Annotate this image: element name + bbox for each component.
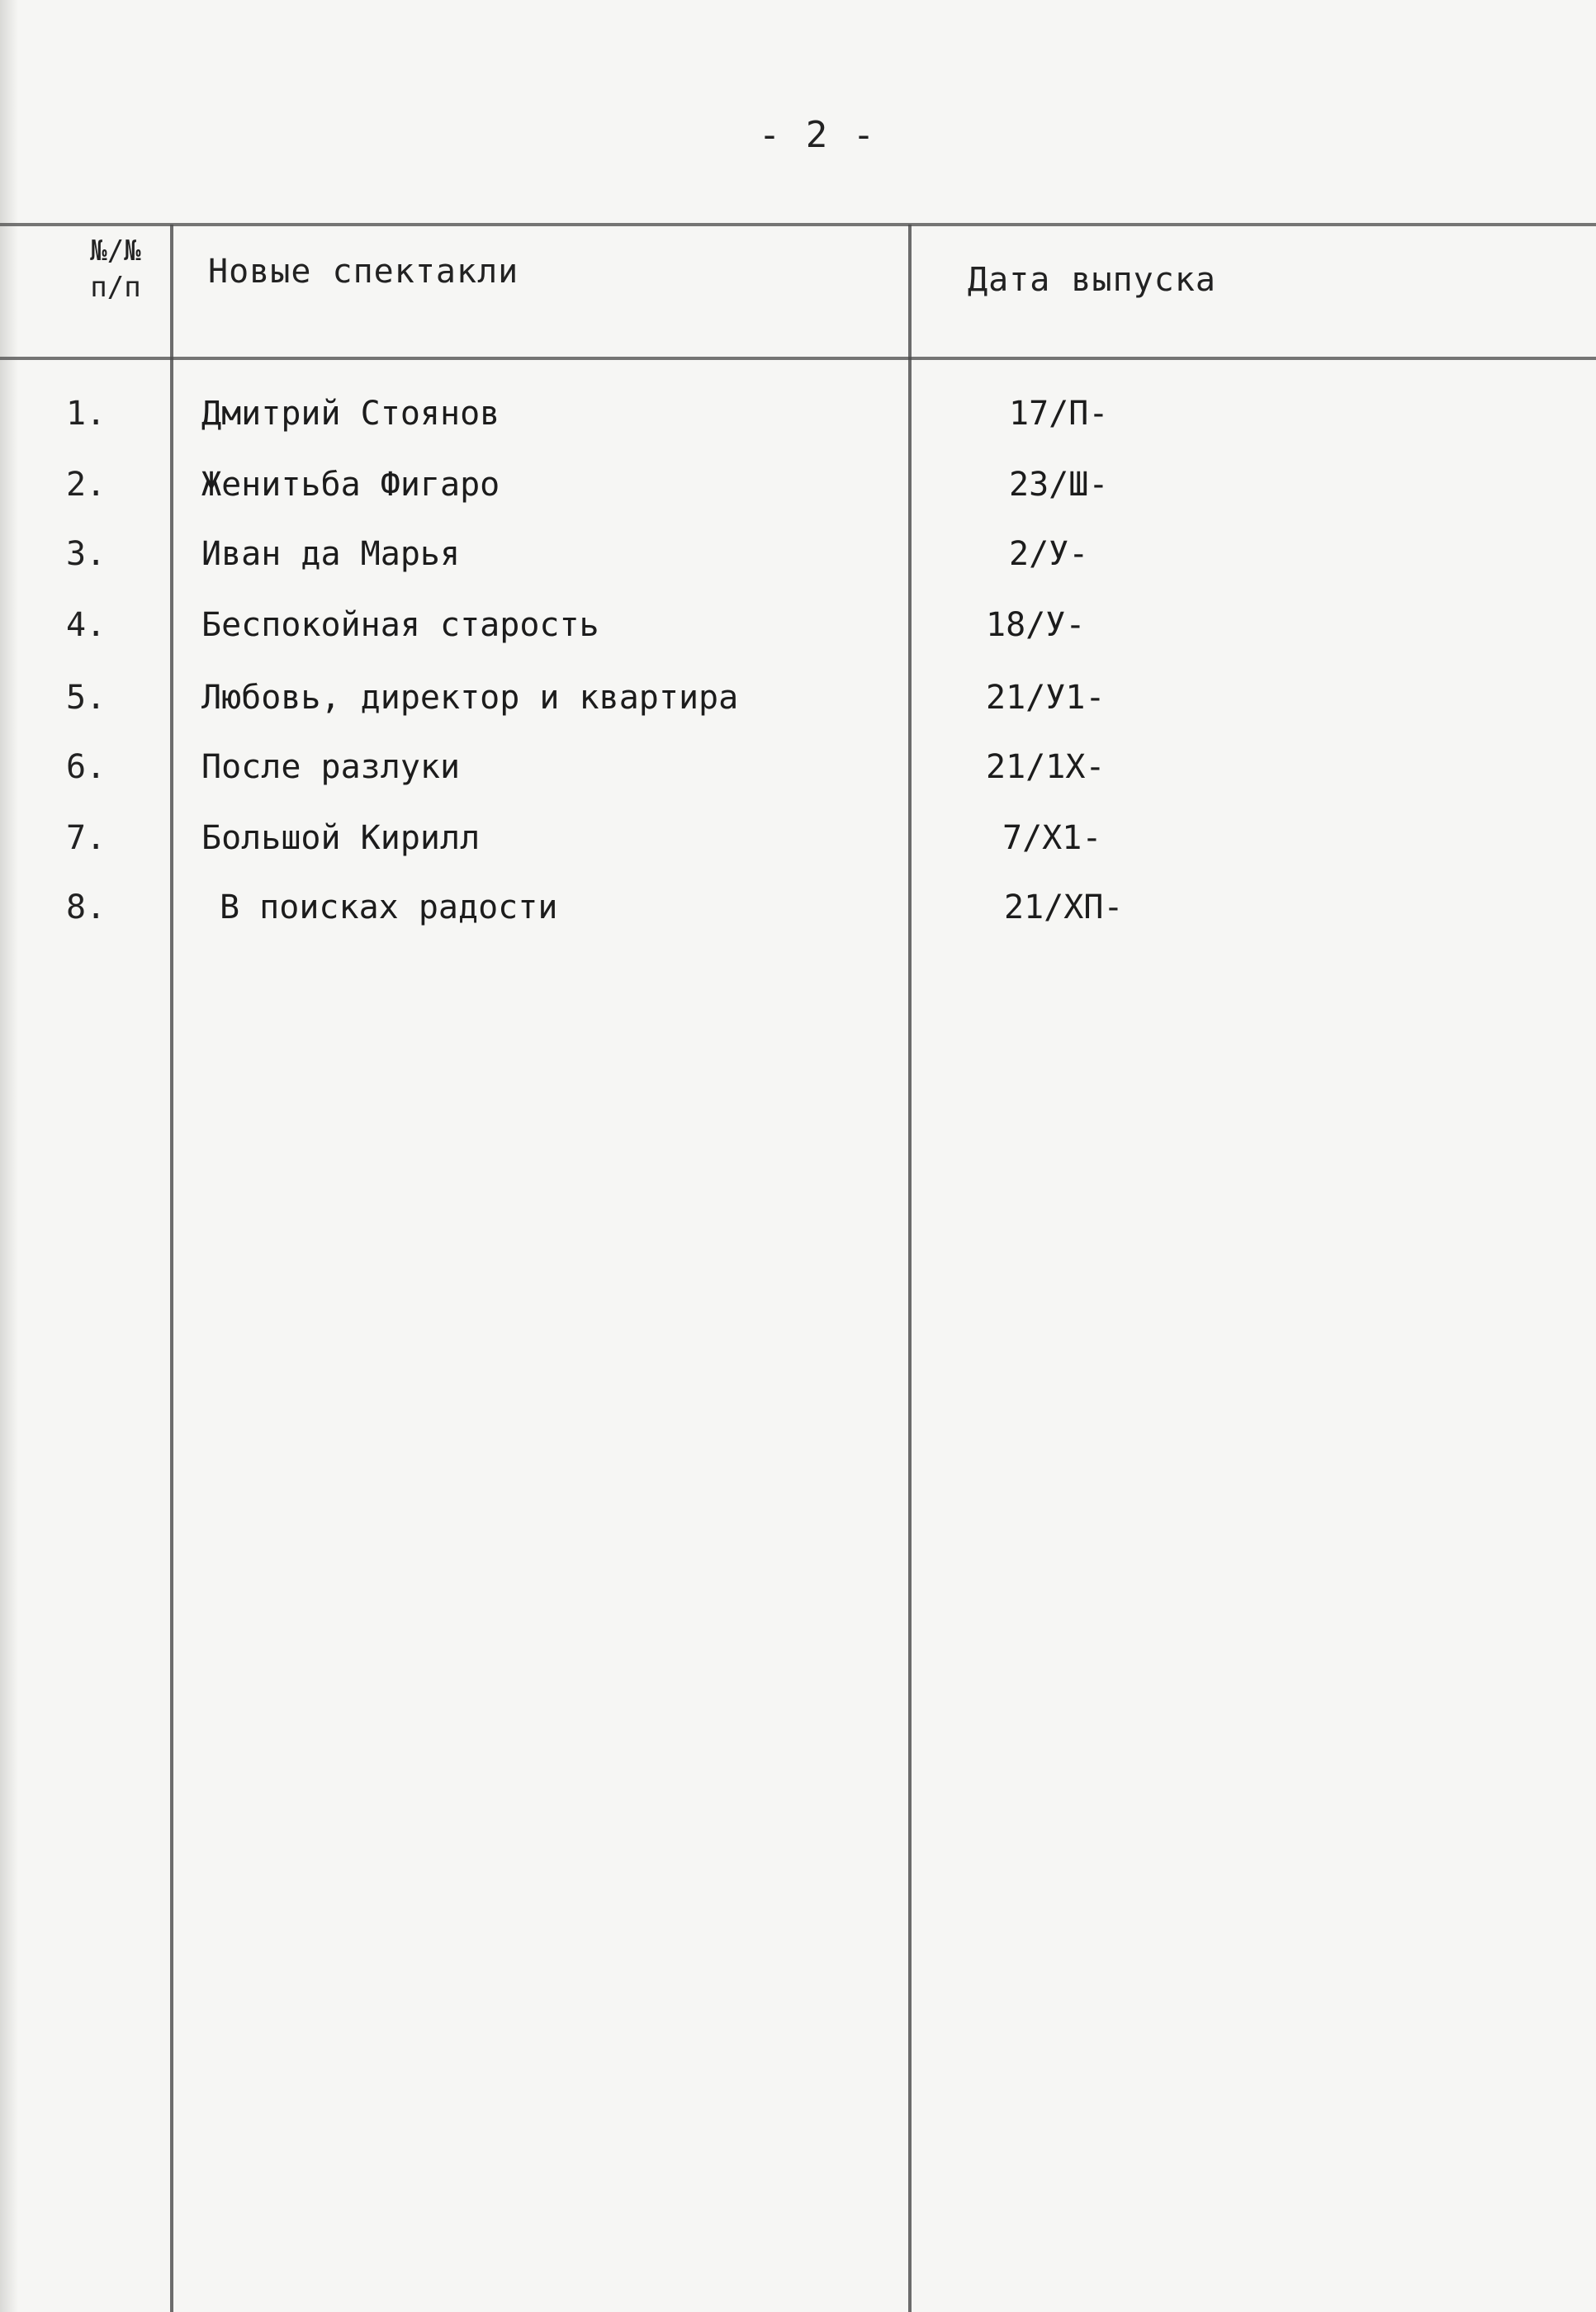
row-date: 17/П- bbox=[1009, 395, 1109, 433]
table-row bbox=[0, 819, 1596, 877]
header-number bbox=[58, 233, 173, 306]
table-row bbox=[0, 679, 1596, 737]
row-title: После разлуки bbox=[201, 748, 461, 786]
row-number: 8. bbox=[66, 888, 107, 926]
row-number: 5. bbox=[66, 679, 107, 717]
row-title: Дмитрий Стоянов bbox=[201, 395, 500, 433]
row-number: 7. bbox=[66, 819, 107, 857]
header-date: Дата выпуска bbox=[968, 261, 1216, 299]
row-number: 6. bbox=[66, 748, 107, 786]
row-title: В поисках радости bbox=[220, 888, 558, 926]
header-number-line2: п/п bbox=[90, 271, 141, 304]
row-title: Беспокойная старость bbox=[201, 606, 599, 644]
table-row bbox=[0, 535, 1596, 593]
table-row bbox=[0, 395, 1596, 452]
row-number: 4. bbox=[66, 606, 107, 644]
table-row bbox=[0, 748, 1596, 806]
table-header-rule bbox=[0, 357, 1596, 360]
table-top-rule bbox=[0, 223, 1596, 226]
row-number: 3. bbox=[66, 535, 107, 573]
row-number: 1. bbox=[66, 395, 107, 433]
header-title: Новые спектакли bbox=[208, 253, 519, 291]
row-date: 23/Ш- bbox=[1009, 466, 1109, 504]
row-date: 7/Х1- bbox=[1002, 819, 1102, 857]
row-title: Большой Кирилл bbox=[201, 819, 481, 857]
table-row bbox=[0, 888, 1596, 946]
row-number: 2. bbox=[66, 466, 107, 504]
row-date: 18/У- bbox=[986, 606, 1086, 644]
table-row bbox=[0, 466, 1596, 524]
row-title: Женитьба Фигаро bbox=[201, 466, 500, 504]
table-row bbox=[0, 606, 1596, 664]
row-title: Любовь, директор и квартира bbox=[201, 679, 739, 717]
row-date: 21/У1- bbox=[986, 679, 1106, 717]
row-date: 2/У- bbox=[1009, 535, 1089, 573]
row-date: 21/ХП- bbox=[1004, 888, 1124, 926]
scan-edge-shadow bbox=[0, 0, 18, 2312]
row-date: 21/1Х- bbox=[986, 748, 1106, 786]
row-title: Иван да Марья bbox=[201, 535, 461, 573]
header-number-line1: №/№ bbox=[90, 235, 141, 268]
page-number: - 2 - bbox=[758, 114, 877, 156]
